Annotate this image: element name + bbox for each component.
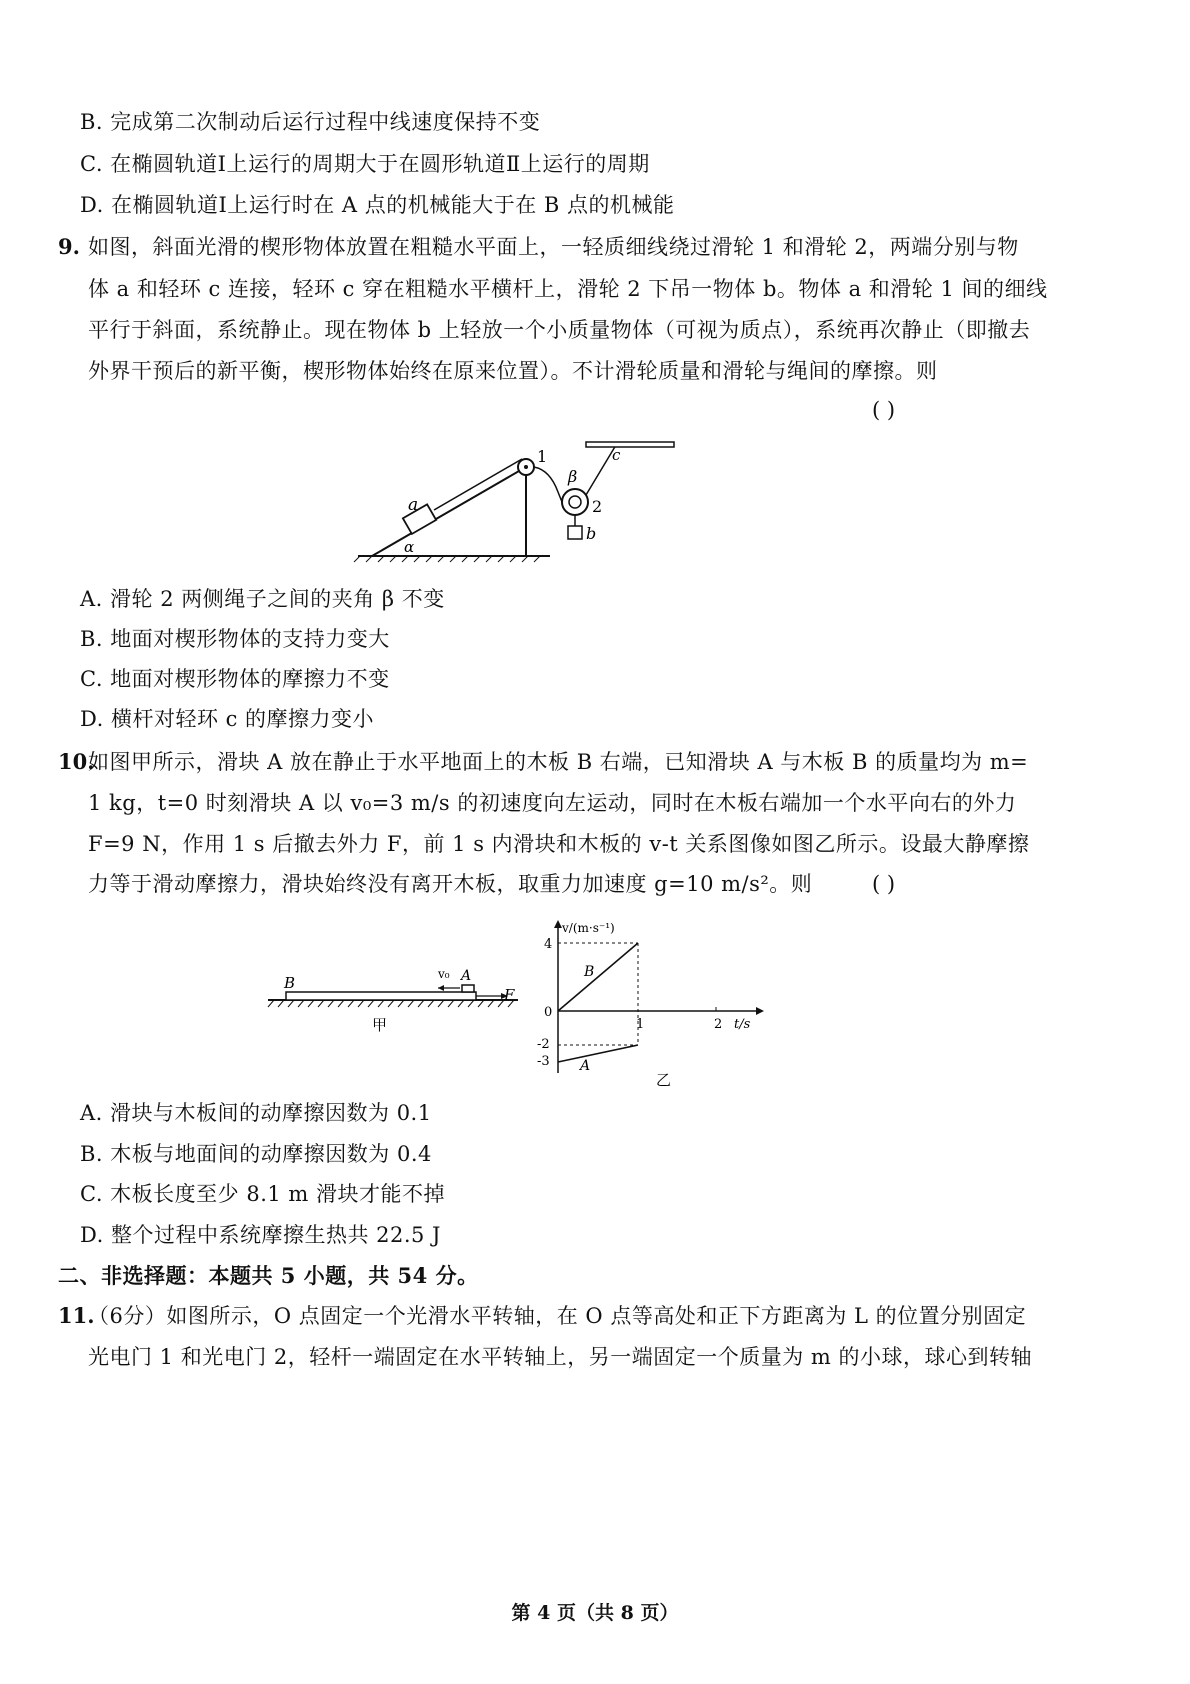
q10-figure-jia <box>268 960 528 1040</box>
q10-text-line-1: 如图甲所示，滑块 A 放在静止于水平地面上的木板 B 右端，已知滑块 A 与木板 B 的质量均为 m= <box>88 750 1029 774</box>
q10-text-line-2: 1 kg，t=0 时刻滑块 A 以 v₀=3 m/s 的初速度向左运动，同时在木板右端加一个水平向右的外力 <box>88 791 1017 815</box>
label-alpha: α <box>404 538 415 556</box>
label-c: c <box>612 446 621 464</box>
series-b-line <box>558 943 638 1011</box>
label-b: b <box>586 524 597 543</box>
label-pulley-2: 2 <box>592 497 603 516</box>
label-pulley-1: 1 <box>537 447 548 466</box>
q11-number: 11. <box>58 1303 95 1328</box>
q10-option-a: A. 滑块与木板间的动摩擦因数为 0.1 <box>80 1101 432 1125</box>
x-axis-label: t/s <box>734 1017 751 1032</box>
q10-text-line-3: F=9 N，作用 1 s 后撤去外力 F，前 1 s 内滑块和木板的 v-t 关系图像如图乙所示。设最大静摩擦 <box>88 832 1030 856</box>
q10-number: 10. <box>58 749 95 774</box>
tick-y-0: 0 <box>544 1005 553 1020</box>
q11-text-line-1: （6分）如图所示，O 点固定一个光滑水平转轴，在 O 点等高处和正下方距离为 L 的位置分别固定 <box>88 1304 1027 1328</box>
q9-option-a: A. 滑轮 2 两侧绳子之间的夹角 β 不变 <box>80 587 445 611</box>
caption-yi: 乙 <box>656 1071 672 1089</box>
series-b-label: B <box>584 964 595 980</box>
q8-option-b: B. 完成第二次制动后运行过程中线速度保持不变 <box>80 110 541 134</box>
y-axis-label: v/(m·s⁻¹) <box>562 921 615 935</box>
block-a <box>462 985 474 992</box>
q9-text-line-4: 外界干预后的新平衡，楔形物体始终在原来位置）。不计滑轮质量和滑轮与绳间的摩擦。则 <box>88 359 938 383</box>
horizontal-rod <box>586 442 674 447</box>
caption-jia: 甲 <box>372 1016 388 1034</box>
q10-figure-yi <box>528 918 788 1098</box>
q10-text-line-4: 力等于滑动摩擦力，滑块始终没有离开木板，取重力加速度 g=10 m/s²。则 <box>88 872 813 896</box>
section-heading: 二、非选择题：本题共 5 小题，共 54 分。 <box>58 1263 479 1288</box>
q9-figure <box>350 430 690 580</box>
q9-text-line-1: 如图，斜面光滑的楔形物体放置在粗糙水平面上，一轻质细线绕过滑轮 1 和滑轮 2，两端分别与物 <box>88 235 1019 259</box>
q9-text-line-3: 平行于斜面，系统静止。现在物体 b 上轻放一个小质量物体（可视为质点），系统再次静止（即撤去 <box>88 318 1031 342</box>
label-block-a: A <box>461 968 472 984</box>
label-v0: v₀ <box>438 967 450 981</box>
q9-option-c: C. 地面对楔形物体的摩擦力不变 <box>80 667 390 691</box>
wedge-slope <box>372 467 526 556</box>
label-force-f: F <box>504 986 515 1004</box>
page-footer: 第 4 页（共 8 页） <box>511 1602 679 1624</box>
q9-option-d: D. 横杆对轻环 c 的摩擦力变小 <box>80 707 375 731</box>
q9-option-b: B. 地面对楔形物体的支持力变大 <box>80 627 390 651</box>
label-board-b: B <box>284 974 296 992</box>
q10-answer-bracket: ( ) <box>872 872 896 896</box>
q10-option-d: D. 整个过程中系统摩擦生热共 22.5 J <box>80 1223 441 1247</box>
q8-option-d: D. 在椭圆轨道Ⅰ上运行时在 A 点的机械能大于在 B 点的机械能 <box>80 193 675 217</box>
board-b <box>286 992 476 1000</box>
q9-number: 9. <box>58 234 80 259</box>
q8-option-c: C. 在椭圆轨道Ⅰ上运行的周期大于在圆形轨道Ⅱ上运行的周期 <box>80 152 650 176</box>
q9-answer-bracket: ( ) <box>872 398 896 422</box>
tick-y-neg2: -2 <box>537 1037 550 1052</box>
label-a: a <box>408 495 419 515</box>
q11-text-line-2: 光电门 1 和光电门 2，轻杆一端固定在水平转轴上，另一端固定一个质量为 m 的小球，球心到转轴 <box>88 1345 1033 1369</box>
tick-x-2: 2 <box>714 1017 723 1032</box>
tick-y-4: 4 <box>544 937 553 952</box>
tick-y-neg3: -3 <box>537 1054 550 1069</box>
label-beta: β <box>568 467 578 486</box>
series-a-line <box>558 1045 638 1062</box>
series-a-label: A <box>580 1058 591 1074</box>
q10-option-c: C. 木板长度至少 8.1 m 滑块才能不掉 <box>80 1182 446 1206</box>
q10-option-b: B. 木板与地面间的动摩擦因数为 0.4 <box>80 1142 432 1166</box>
tick-x-1: 1 <box>636 1017 645 1032</box>
q9-text-line-2: 体 a 和轻环 c 连接，轻环 c 穿在粗糙水平横杆上，滑轮 2 下吊一物体 b。物体 a 和滑轮 1 间的细线 <box>88 277 1048 301</box>
block-b <box>568 526 582 539</box>
